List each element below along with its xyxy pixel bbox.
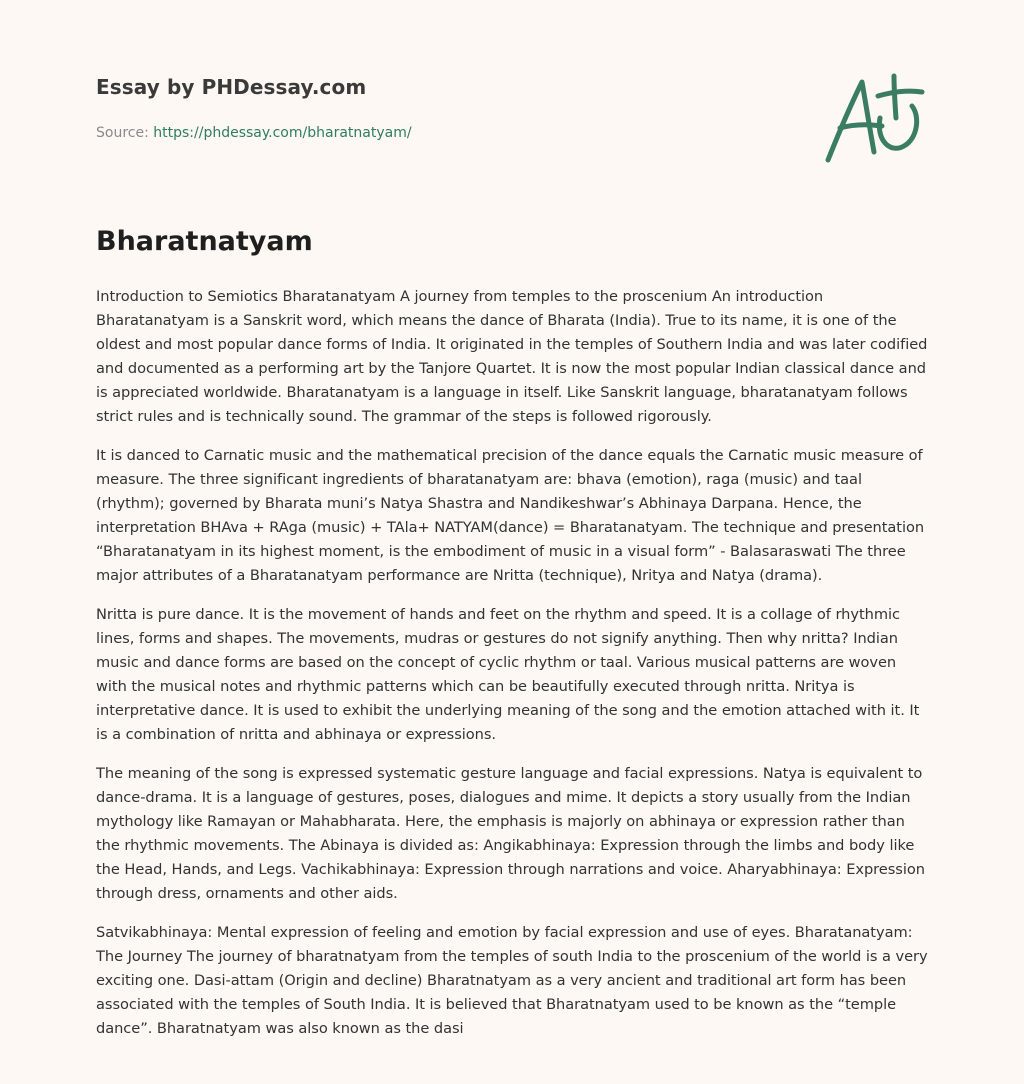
article-title: Bharatnatyam bbox=[96, 226, 313, 257]
paragraph: Nritta is pure dance. It is the movement of hands and feet on the rhythm and speed. It is a collage of rhythmic lines, forms and shapes. The movements, mudras or gestures do not signify anything. Then why nritta? Indian music and dance forms are based on the concept of cyclic rhythm or taal. Various musical patterns are woven with the musical notes and rhythmic patterns which can be beautifully executed through nritta. Nritya is interpretative dance. It is used to exhibit the underlying meaning of the song and the emotion attached with it. It is a combination of nritta and abhinaya or expressions. bbox=[96, 606, 920, 743]
source-label: Source: bbox=[96, 125, 149, 141]
a-plus-grade-icon bbox=[822, 70, 926, 164]
site-brand: Essay by PHDessay.com bbox=[96, 75, 367, 99]
paragraph: Introduction to Semiotics Bharatanatyam A journey from temples to the proscenium An introduction Bharatanatyam is a Sanskrit word, which means the dance of Bharata (India). True to its name, it is one of the oldest and most popular dance forms of India. It originated in the temples of Southern India and was later codified and documented as a performing art by the Tanjore Quartet. It is now the most popular Indian classical dance and is appreciated worldwide. Bharatanatyam is a language in itself. Like Sanskrit language, bharatanatyam follows strict rules and is technically sound. The grammar of the steps is followed rigorously. bbox=[96, 288, 928, 425]
source-link[interactable]: https://phdessay.com/bharatnatyam/ bbox=[153, 125, 412, 141]
paragraph: It is danced to Carnatic music and the mathematical precision of the dance equals the Carnatic music measure of measure. The three significant ingredients of bharatanatyam are: bhava (emotion), raga (music) and taal (rhythm); governed by Bharata muni’s Natya Shastra and Nandikeshwar’s Abhinaya Darpana. Hence, the interpretation BHAva + RAga (music) + TAla+ NATYAM(dance) = Bharatanatyam. The technique and presentation “Bharatanatyam in its highest moment, is the embodiment of music in a visual form” - Balasaraswati The three major attributes of a Bharatanatyam performance are Nritta (technique), Nritya and Natya (drama). bbox=[96, 447, 925, 584]
paragraph: The meaning of the song is expressed systematic gesture language and facial expressions. Natya is equivalent to dance-drama. It is a language of gestures, poses, dialogues and mime. It depicts a story usually from the Indian mythology like Ramayan or Mahabharata. Here, the emphasis is majorly on abhinaya or expression rather than the rhythmic movements. The Abinaya is divided as: Angikabhinaya: Expression through the limbs and body like the Head, Hands, and Legs. Vachikabhinaya: Expression through narrations and voice. Aharyabhinaya: Expression through dress, ornaments and other aids. bbox=[96, 765, 925, 902]
source-line bbox=[96, 125, 412, 141]
page-header bbox=[96, 75, 928, 175]
article-body bbox=[96, 285, 928, 1056]
paragraph: Satvikabhinaya: Mental expression of feeling and emotion by facial expression and use of eyes. Bharatanatyam: The Journey The journey of bharatnatyam from the temples of south India to the proscenium of the world is a very exciting one. Dasi-attam (Origin and decline) Bharatnatyam as a very ancient and traditional art form has been associated with the temples of South India. It is believed that Bharatnatyam used to be known as the “temple dance”. Bharatnatyam was also known as the dasi bbox=[96, 924, 928, 1037]
